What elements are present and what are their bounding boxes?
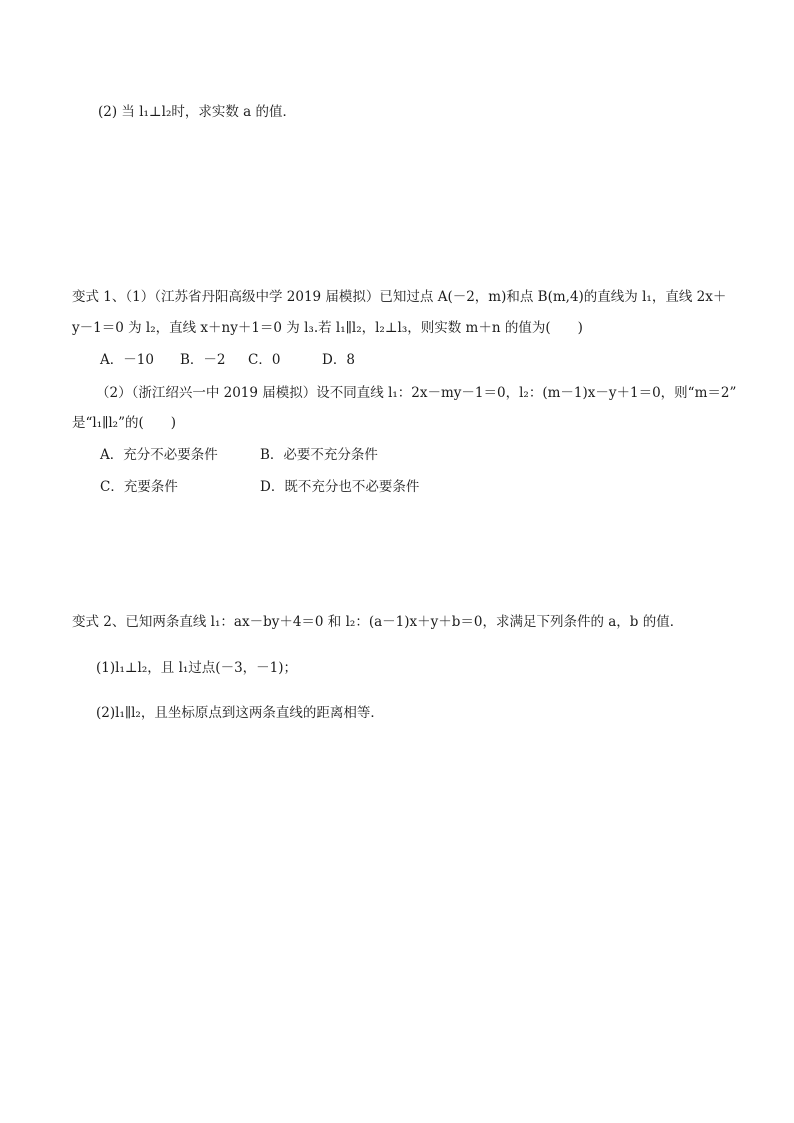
question-2-text: (2) 当 l₁⊥l₂时，求实数 a 的值． [98,104,296,120]
variant-1-option-a: A．－10 [100,352,154,368]
variant-1-part-2-line-2: 是“l₁∥l₂”的( ) [72,415,177,431]
variant-1-option-d: D．8 [322,352,355,368]
variant-1-option-c: C．0 [248,352,281,368]
variant-1-intro-line-1: 变式 1、（1）（江苏省丹阳高级中学 2019 届模拟）已知过点 A(－2，m)和点 B(m,4)的直线为 l₁，直线 2x＋ [72,289,727,305]
variant-2-intro: 变式 2、已知两条直线 l₁：ax－by＋4＝0 和 l₂：(a－1)x＋y＋b＝0，求满足下列条件的 a，b 的值． [72,614,684,630]
variant-1-part-2-option-c: C．充要条件 [100,479,178,495]
variant-1-part-2-line-1: （2）（浙江绍兴一中 2019 届模拟）设不同直线 l₁：2x－my－1＝0，l₂：(m－1)x－y＋1＝0，则“m＝2” [96,385,737,401]
variant-1-option-b: B．－2 [180,352,226,368]
variant-2-item-1: (1)l₁⊥l₂，且 l₁过点(－3，－1)； [96,660,298,676]
variant-2-item-2: (2)l₁∥l₂，且坐标原点到这两条直线的距离相等． [96,705,384,721]
variant-1-part-2-option-a: A．充分不必要条件 [100,447,218,463]
variant-1-intro-line-2: y－1＝0 为 l₂，直线 x＋ny＋1＝0 为 l₃.若 l₁∥l₂，l₂⊥l₃，则实数 m＋n 的值为( ) [72,320,583,336]
variant-1-part-2-option-b: B．必要不充分条件 [260,447,378,463]
variant-1-part-2-option-d: D．既不充分也不必要条件 [260,479,420,495]
